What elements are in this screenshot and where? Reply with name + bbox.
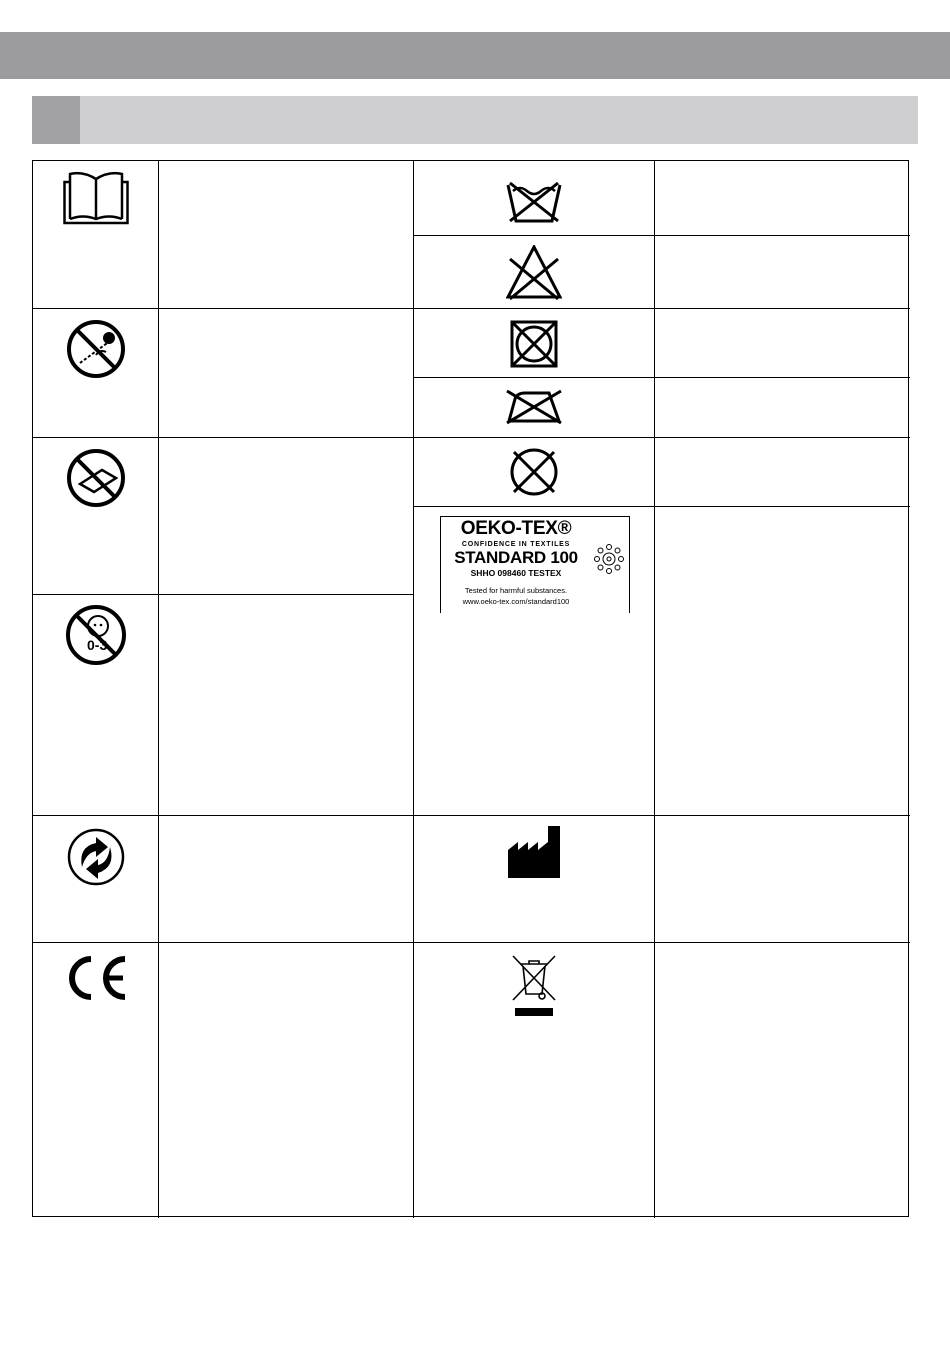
read-manual-icon: [63, 171, 129, 225]
not-for-children-0-3-icon: [65, 604, 127, 666]
row-divider: [413, 815, 910, 816]
svg-text:0-3: 0-3: [86, 637, 107, 653]
oeko-tex-standard: STANDARD 100: [454, 548, 578, 567]
weee-crossed-bin-icon: [509, 952, 559, 1018]
oeko-tex-title: OEKO-TEX®: [460, 518, 572, 539]
do-not-tumble-dry-icon: [509, 319, 559, 369]
green-dot-recycling-icon: [66, 827, 126, 887]
row-divider: [33, 594, 413, 595]
ce-mark-icon: [63, 955, 129, 1001]
row-divider: [33, 815, 413, 816]
do-not-iron-icon: [505, 387, 563, 425]
row-divider: [413, 235, 910, 236]
oeko-tex-code: SHHO 098460 TESTEX: [470, 568, 562, 578]
section-number-tab: [32, 96, 80, 144]
row-divider: [413, 308, 910, 309]
symbols-table: [32, 160, 909, 1217]
header-bar: [0, 32, 950, 79]
no-folding-icon: [66, 448, 126, 508]
oeko-tex-url: www.oeko-tex.com/standard100: [462, 597, 570, 606]
do-not-bleach-icon: [506, 245, 562, 301]
oeko-tex-label-icon: [440, 516, 630, 613]
column-divider: [654, 161, 655, 1218]
oeko-tex-note: Tested for harmful substances.: [464, 586, 568, 595]
row-divider: [413, 437, 910, 438]
row-divider: [33, 437, 413, 438]
row-divider: [413, 506, 910, 507]
row-divider: [413, 377, 910, 378]
row-divider: [33, 942, 413, 943]
column-divider: [158, 161, 159, 1218]
oeko-tex-subtitle: CONFIDENCE IN TEXTILES: [461, 541, 571, 548]
no-sharp-objects-icon: [66, 319, 126, 379]
section-heading-bar: [32, 96, 918, 144]
oeko-tex-globe-icon: [593, 543, 625, 575]
row-divider: [33, 308, 413, 309]
do-not-wash-icon: [506, 179, 562, 223]
do-not-dry-clean-icon: [507, 447, 561, 497]
manufacturer-icon: [506, 824, 562, 880]
row-divider: [413, 942, 910, 943]
